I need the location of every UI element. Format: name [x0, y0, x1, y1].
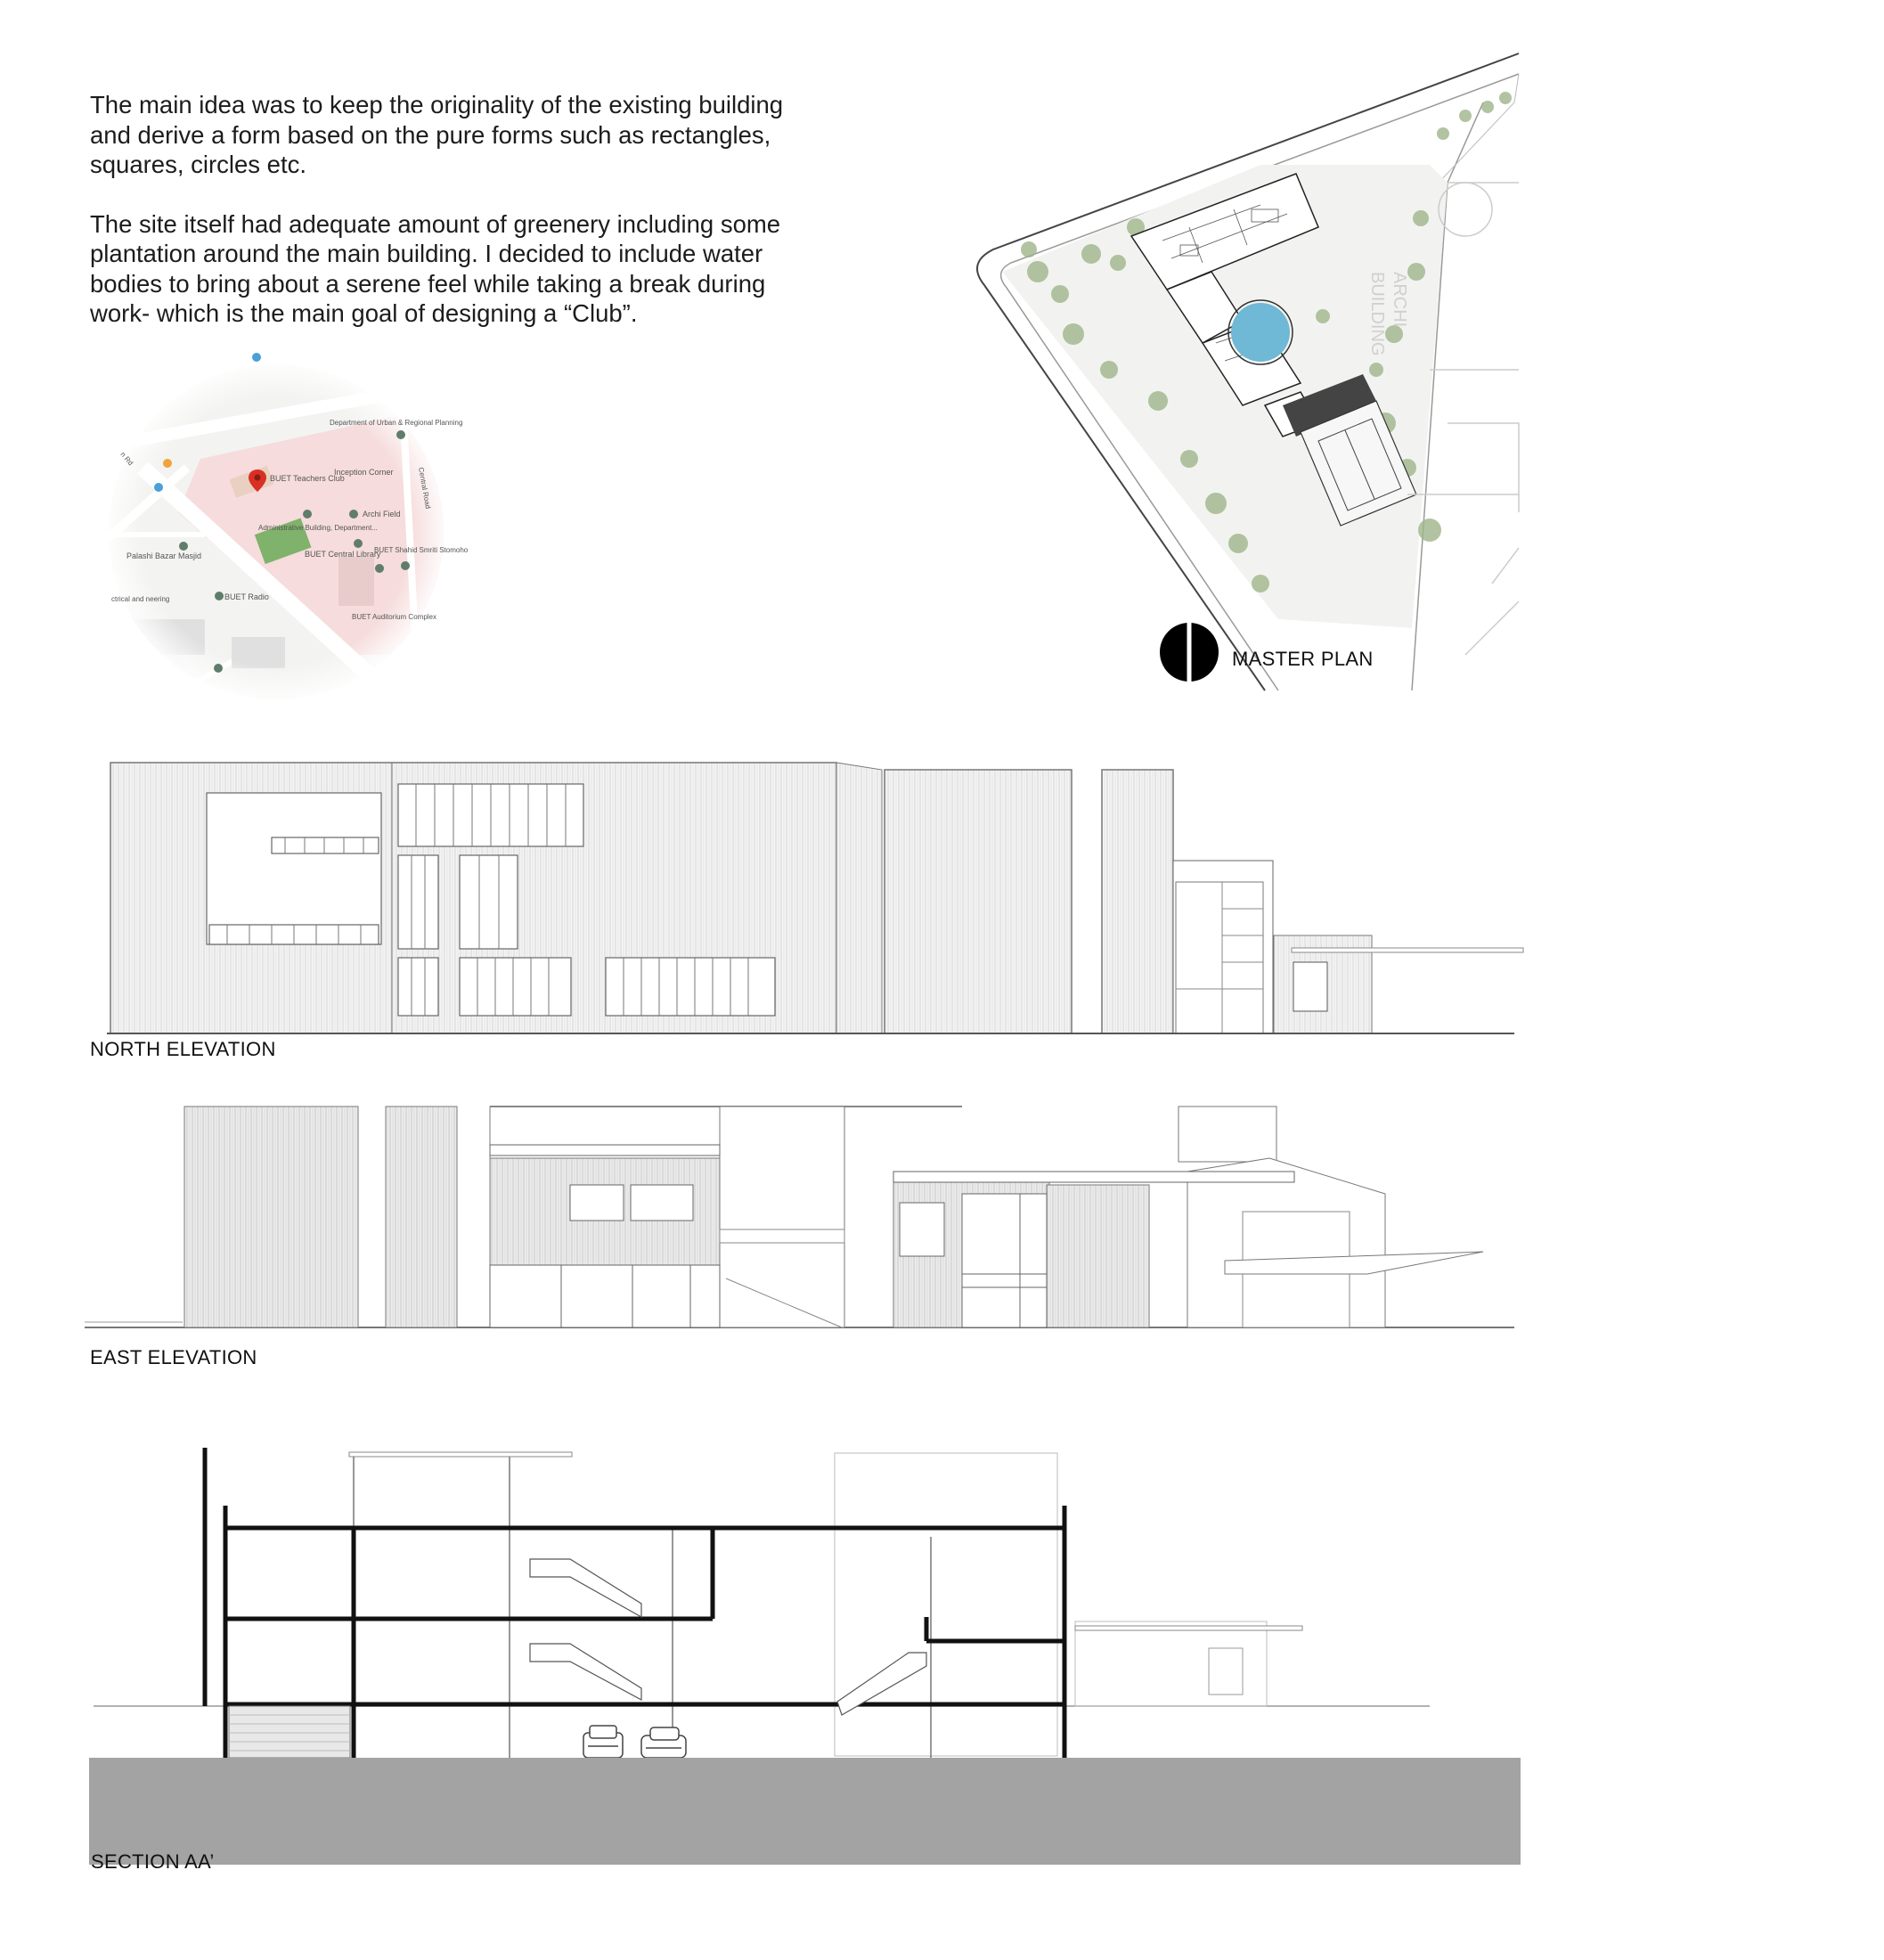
master-plan-title: MASTER PLAN [1232, 648, 1374, 670]
north-arrow-icon [1158, 621, 1220, 683]
north-elevation-drawing [107, 757, 1532, 1042]
section-label: SECTION AA’ [91, 1850, 215, 1873]
archi-building-label-1: ARCHI [1390, 272, 1409, 328]
map-label-central-library: BUET Central Library [305, 550, 381, 559]
map-label-urban-planning: Department of Urban & Regional Planning [330, 419, 463, 427]
master-plan-drawing [966, 49, 1519, 690]
map-label-buet-radio: BUET Radio [224, 592, 269, 601]
map-label-shahid-smriti: BUET Shahid Smriti Stomoho [374, 546, 469, 554]
map-label-inception-corner: Inception Corner [334, 468, 394, 477]
map-label-teachers-club: BUET Teachers Club [270, 474, 345, 483]
location-map [107, 361, 469, 704]
intro-text [90, 90, 829, 329]
car-icon [583, 1726, 623, 1758]
archi-building-label-2: BUILDING [1367, 272, 1387, 356]
north-elevation-label: NORTH ELEVATION [90, 1038, 276, 1060]
section-drawing [89, 1439, 1528, 1875]
intro-paragraph-2: The site itself had adequate amount of greenery including some plantation around the main building. I decided to include water bodies to bring about a serene feel while taking a break during work- which is the main goal of designing a “Club”. [90, 209, 781, 327]
intro-paragraph-1: The main idea was to keep the originality of the existing building and derive a form based on the pure forms such as rectangles, squares, circles etc. [90, 91, 784, 178]
map-label-auditorium: BUET Auditorium Complex [352, 613, 436, 621]
map-label-archi-field: Archi Field [363, 510, 401, 519]
map-label-administrative: Administrative Building, Department... [258, 524, 378, 532]
map-label-central-road: Central Road [417, 466, 433, 510]
map-label-palashi-masjid: Palashi Bazar Masjid [126, 551, 202, 560]
east-elevation-label: EAST ELEVATION [90, 1346, 257, 1368]
map-label-road: n Rd [118, 450, 135, 468]
car-icon [641, 1727, 686, 1758]
east-elevation-drawing [85, 1096, 1528, 1336]
map-label-electrical: ctrical and neering [111, 595, 170, 603]
